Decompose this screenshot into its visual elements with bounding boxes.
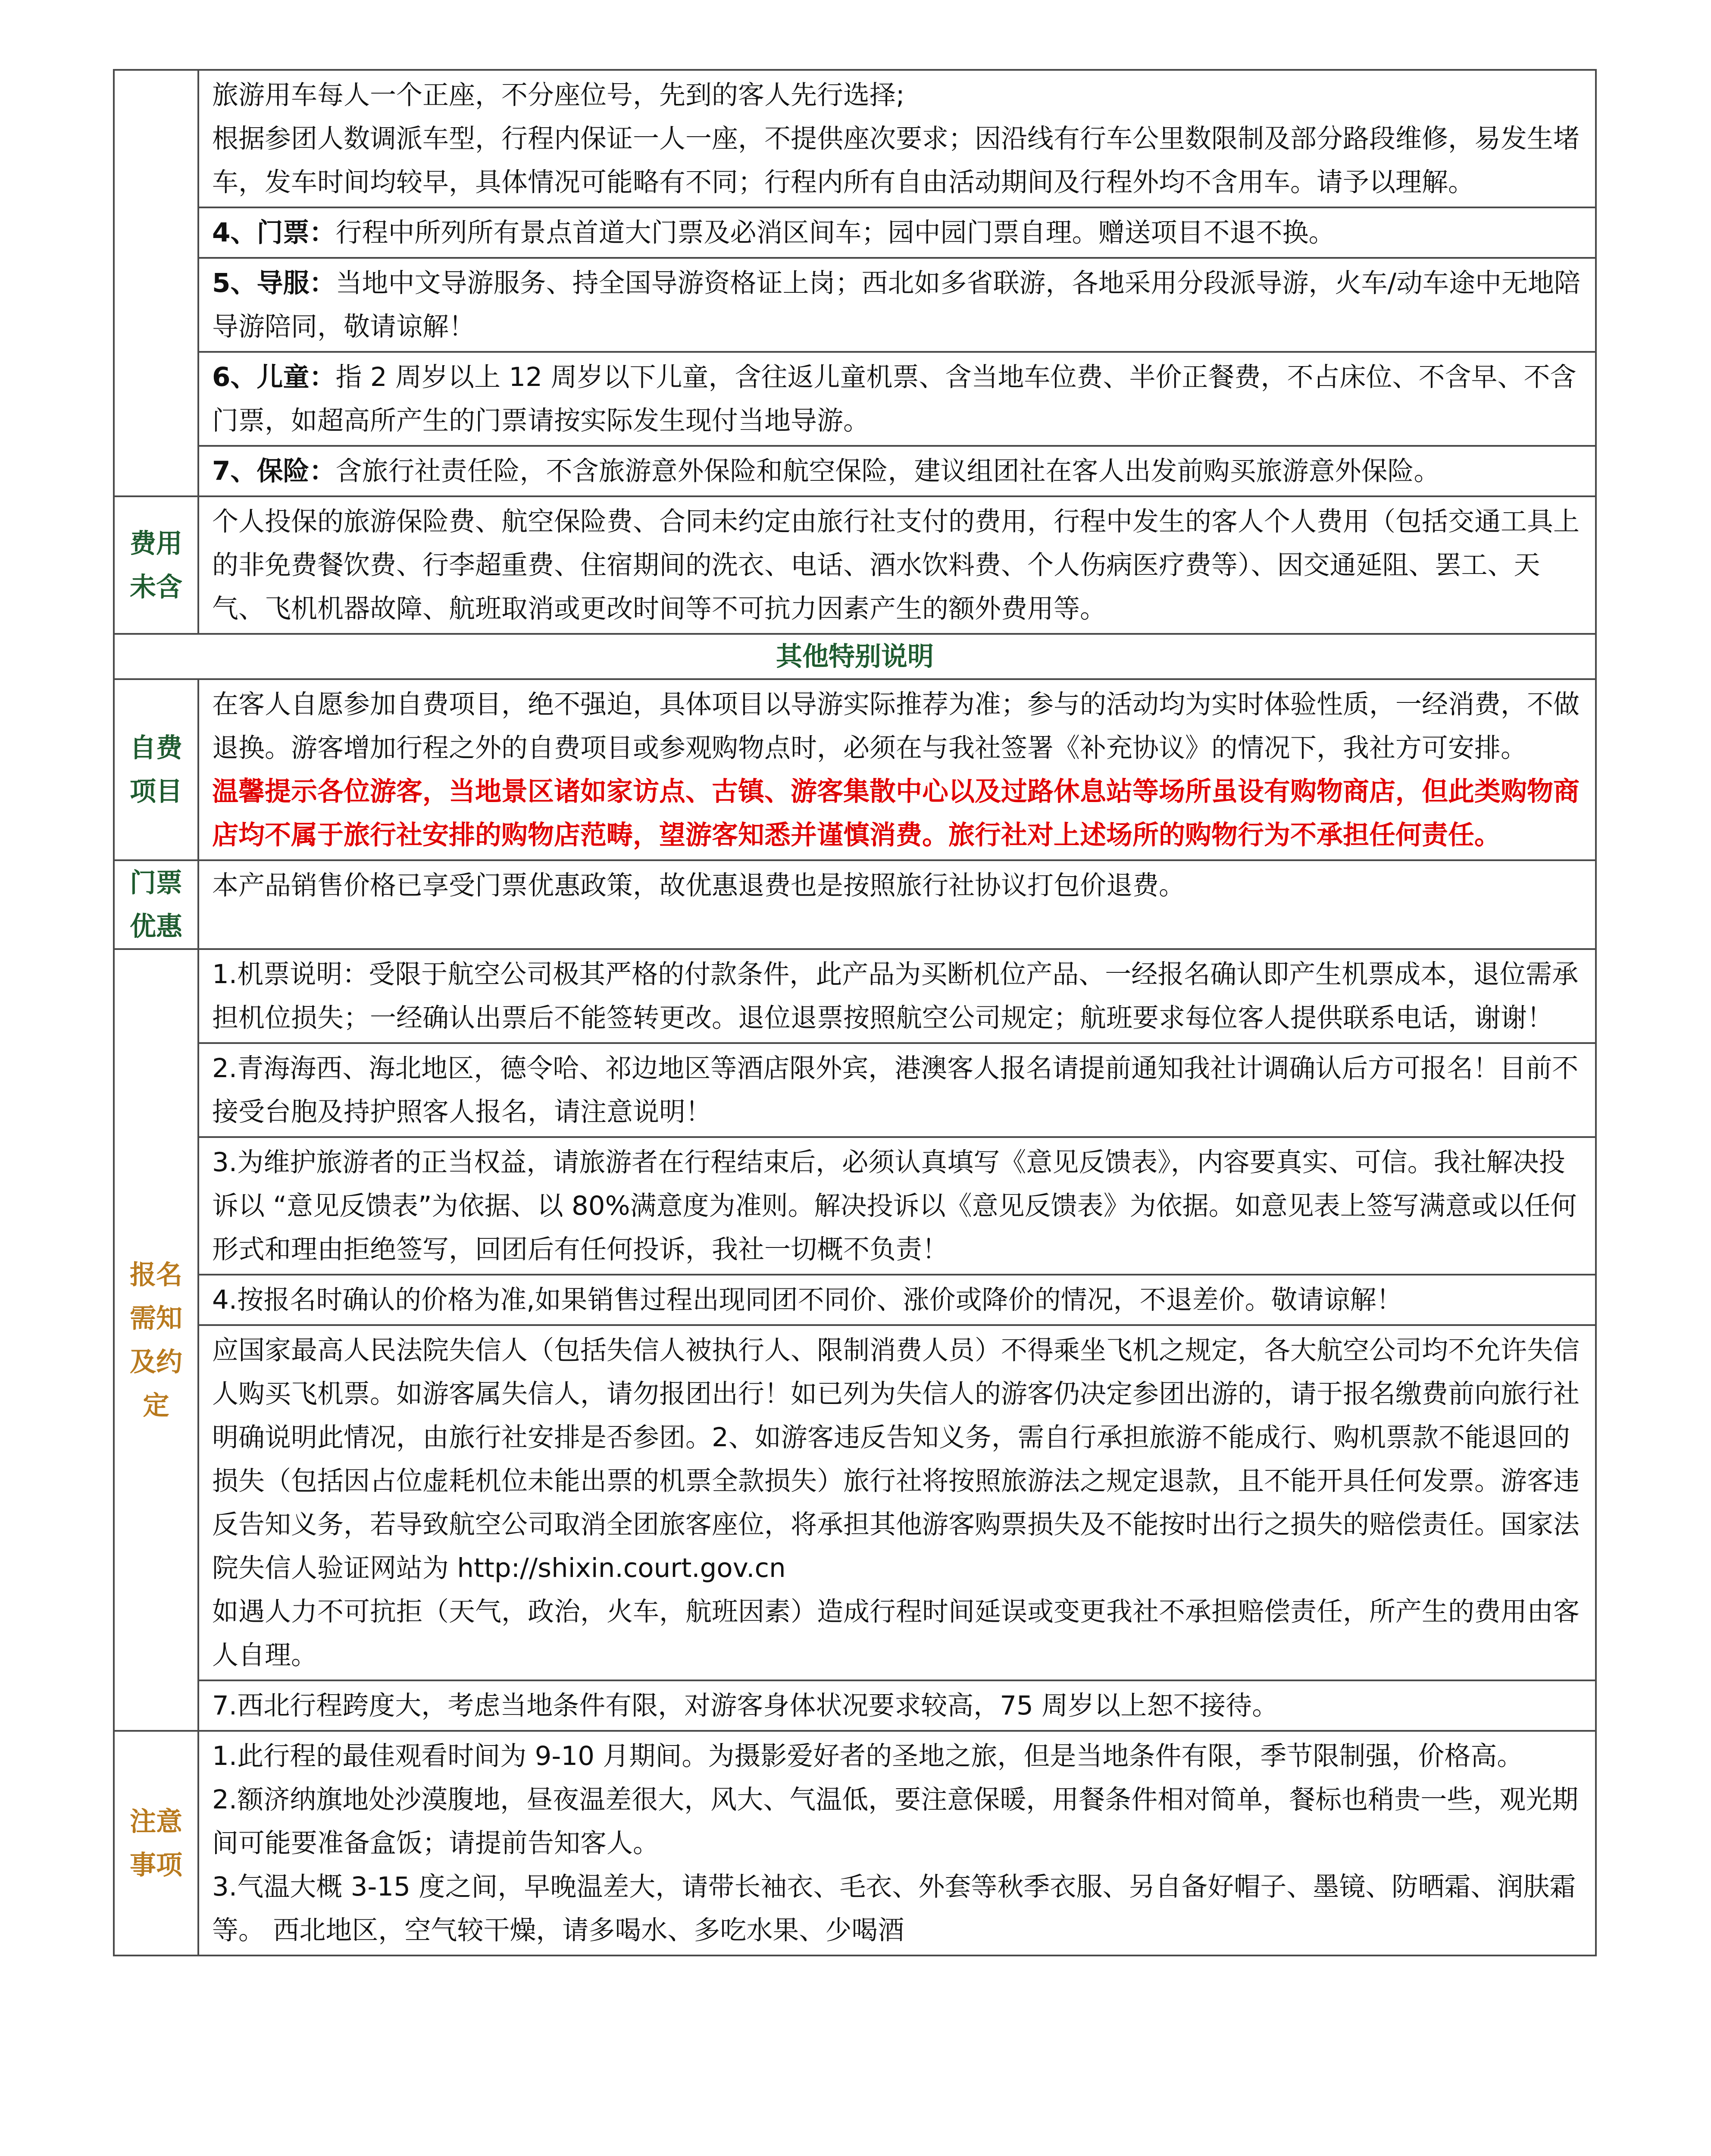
note-item: 1.此行程的最佳观看时间为 9-10 月期间。为摄影爱好者的圣地之旅，但是当地条件有限，季节限制强，价格高。 <box>212 1741 1523 1771</box>
registration-item: 2.青海海西、海北地区，德令哈、祁边地区等酒店限外宾，港澳客人报名请提前通知我社计调确认后方可报名！目前不接受台胞及持护照客人报名，请注意说明！ <box>198 1043 1596 1137</box>
registration-item: 4.按报名时确认的价格为准,如果销售过程出现同团不同价、涨价或降价的情况，不退差价。敬请谅解！ <box>198 1275 1596 1325</box>
section-row <box>114 634 1596 679</box>
optional-row <box>114 679 1596 860</box>
transport-cell <box>198 70 1596 207</box>
registration-item: 1.机票说明：受限于航空公司极其严格的付款条件，此产品为买断机位产品、一经报名确认即产生机票成本，退位需承担机位损失；一经确认出票后不能签转更改。退位退票按照航空公司规定；航班要求每位客人提供联系电话，谢谢！ <box>198 949 1596 1043</box>
ticket-label: 门票优惠 <box>114 860 198 949</box>
optional-warning: 温馨提示各位游客，当地景区诸如家访点、古镇、游客集散中心以及过路休息站等场所虽设有购物商店，但此类购物商店均不属于旅行社安排的购物店范畴，望游客知悉并谨慎消费。旅行社对上述场所的购物行为不承担任何责任。 <box>212 776 1580 850</box>
optional-cell <box>198 679 1596 860</box>
registration-row <box>114 1275 1596 1325</box>
excluded-label: 费用未含 <box>114 496 198 634</box>
included-item-row <box>114 258 1596 352</box>
item-text: 当地中文导游服务、持全国导游资格证上岗；西北如多省联游，各地采用分段派导游，火车/动车途中无地陪导游陪同，敬请谅解！ <box>212 268 1581 342</box>
note-item: 3.气温大概 3-15 度之间，早晚温差大，请带长袖衣、毛衣、外套等秋季衣服、另自备好帽子、墨镜、防晒霜、润肤霜等。 西北地区，空气较干燥，请多喝水、多吃水果、少喝酒 <box>212 1871 1576 1946</box>
excluded-row <box>114 496 1596 634</box>
ticket-row <box>114 860 1596 949</box>
notes-cell <box>198 1731 1596 1955</box>
included-item-tickets <box>198 207 1596 258</box>
transport-line: 根据参团人数调派车型，行程内保证一人一座，不提供座次要求；因沿线有行车公里数限制及部分路段维修，易发生堵车，发车时间均较早，具体情况可能略有不同；行程内所有自由活动期间及行程外均不含用车。请予以理解。 <box>212 123 1580 197</box>
item-heading: 6、儿童： <box>212 362 336 392</box>
travel-terms-table <box>113 69 1597 1956</box>
item-text: 指 2 周岁以上 12 周岁以下儿童，含往返儿童机票、含当地车位费、半价正餐费，不占床位、不含早、不含门票，如超高所产生的门票请按实际发生现付当地导游。 <box>212 362 1576 436</box>
included-item-children <box>198 352 1596 446</box>
section-title: 其他特别说明 <box>114 634 1596 679</box>
included-item-row <box>114 352 1596 446</box>
included-label-cell <box>114 70 198 496</box>
transport-row <box>114 70 1596 207</box>
included-item-row <box>114 446 1596 496</box>
included-item-row <box>114 207 1596 258</box>
note-item: 2.额济纳旗地处沙漠腹地，昼夜温差很大，风大、气温低，要注意保暖，用餐条件相对简单，餐标也稍贵一些，观光期间可能要准备盒饭；请提前告知客人。 <box>212 1784 1579 1858</box>
registration-item: 7.西北行程跨度大，考虑当地条件有限，对游客身体状况要求较高，75 周岁以上恕不接待。 <box>198 1680 1596 1731</box>
item-heading: 5、导服： <box>212 268 336 298</box>
included-item-insurance <box>198 446 1596 496</box>
optional-text: 在客人自愿参加自费项目，绝不强迫，具体项目以导游实际推荐为准；参与的活动均为实时体验性质，一经消费，不做退换。游客增加行程之外的自费项目或参观购物点时，必须在与我社签署《补充协议》的情况下，我社方可安排。 <box>212 689 1580 763</box>
force-majeure-text: 如遇人力不可抗拒（天气，政治，火车，航班因素）造成行程时间延误或变更我社不承担赔偿责任，所产生的费用由客人自理。 <box>212 1596 1580 1670</box>
blacklist-text: 应国家最高人民法院失信人（包括失信人被执行人、限制消费人员）不得乘坐飞机之规定，各大航空公司均不允许失信人购买飞机票。如游客属失信人，请勿报团出行！如已列为失信人的游客仍决定参团出游的，请于报名缴费前向旅行社明确说明此情况，由旅行社安排是否参团。2、如游客违反告知义务，需自行承担旅游不能成行、购机票款不能退回的损失（包括因占位虚耗机位未能出票的机票全款损失）旅行社将按照旅游法之规定退款，且不能开具任何发票。游客违反告知义务，若导致航空公司取消全团旅客座位，将承担其他游客购票损失及不能按时出行之损失的赔偿责任。国家法院失信人验证网站为 http://shixin.court.gov.cn <box>212 1335 1580 1583</box>
excluded-text: 个人投保的旅游保险费、航空保险费、合同未约定由旅行社支付的费用，行程中发生的客人个人费用（包括交通工具上的非免费餐饮费、行李超重费、住宿期间的洗衣、电话、酒水饮料费、个人伤病医疗费等）、因交通延阻、罢工、天气、飞机机器故障、航班取消或更改时间等不可抗力因素产生的额外费用等。 <box>198 496 1596 634</box>
registration-row <box>114 1325 1596 1680</box>
item-heading: 7、保险： <box>212 456 336 486</box>
item-text: 含旅行社责任险，不含旅游意外保险和航空保险，建议组团社在客人出发前购买旅游意外保险。 <box>335 456 1440 486</box>
registration-row <box>114 1680 1596 1731</box>
registration-row <box>114 1043 1596 1137</box>
item-text: 行程中所列所有景点首道大门票及必消区间车；园中园门票自理。赠送项目不退不换。 <box>335 217 1335 248</box>
registration-row <box>114 949 1596 1043</box>
transport-line: 旅游用车每人一个正座，不分座位号，先到的客人先行选择; <box>212 80 905 110</box>
registration-label: 报名需知及约定 <box>114 949 198 1731</box>
notes-label: 注意事项 <box>114 1731 198 1955</box>
ticket-text: 本产品销售价格已享受门票优惠政策，故优惠退费也是按照旅行社协议打包价退费。 <box>198 860 1596 949</box>
registration-long-cell <box>198 1325 1596 1680</box>
included-item-guide <box>198 258 1596 352</box>
registration-item: 3.为维护旅游者的正当权益，请旅游者在行程结束后，必须认真填写《意见反馈表》，内容要真实、可信。我社解决投诉以 “意见反馈表”为依据、以 80%满意度为准则。解决投诉以《意见反馈表》为依据。如意见表上签写满意或以任何形式和理由拒绝签写，回团后有任何投诉，我社一切概不负责！ <box>198 1137 1596 1275</box>
item-heading: 4、门票： <box>212 217 336 248</box>
optional-label: 自费项目 <box>114 679 198 860</box>
notes-row <box>114 1731 1596 1955</box>
registration-row <box>114 1137 1596 1275</box>
